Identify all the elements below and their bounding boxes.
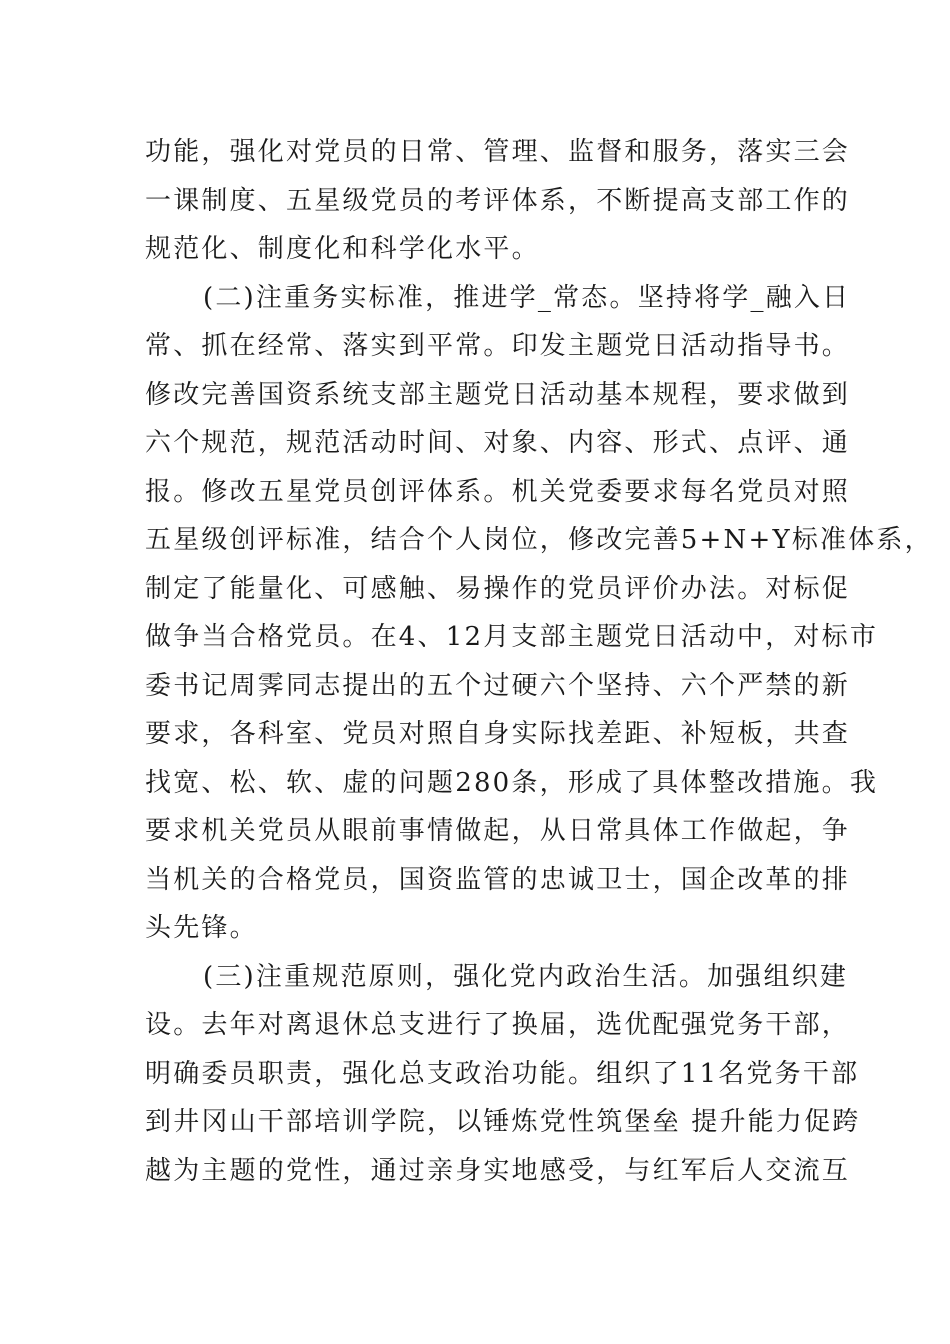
- section-heading-line: (二)注重务实标准，推进学_常态。坚持将学_融入日: [203, 282, 851, 313]
- text-line: 常、抓在经常、落实到平常。印发主题党日活动指导书。: [145, 331, 851, 361]
- text-line: 头先锋。: [145, 913, 258, 943]
- text-line: 到井冈山干部培训学院，以锤炼党性筑堡垒 提升能力促跨: [145, 1107, 861, 1137]
- text-line: 要求机关党员从眼前事情做起，从日常具体工作做起，争: [145, 816, 851, 846]
- text-line: 做争当合格党员。在4、12月支部主题党日活动中，对标市: [145, 622, 879, 652]
- text-line: 明确委员职责，强化总支政治功能。组织了11名党务干部: [145, 1058, 860, 1089]
- text-line: 报。修改五星党员创评体系。机关党委要求每名党员对照: [145, 476, 851, 507]
- text-line: 功能，强化对党员的日常、管理、监督和服务，落实三会: [145, 137, 851, 167]
- text-line: 规范化、制度化和科学化水平。: [145, 234, 540, 264]
- text-line: 委书记周霁同志提出的五个过硬六个坚持、六个严禁的新: [145, 670, 851, 701]
- text-line: 一课制度、五星级党员的考评体系，不断提高支部工作的: [145, 185, 851, 216]
- text-line: 六个规范，规范活动时间、对象、内容、形式、点评、通: [145, 428, 851, 458]
- text-line: 制定了能量化、可感触、易操作的党员评价办法。对标促: [145, 573, 851, 604]
- body-text: [145, 128, 933, 1195]
- text-line: 修改完善国资系统支部主题党日活动基本规程，要求做到: [145, 379, 851, 410]
- text-line: 当机关的合格党员，国资监管的忠诚卫士，国企改革的排: [145, 864, 851, 895]
- text-line: 要求，各科室、党员对照自身实际找差距、补短板，共查: [145, 719, 851, 749]
- text-line: 找宽、松、软、虚的问题280条，形成了具体整改措施。我: [145, 767, 879, 798]
- text-line: 越为主题的党性，通过亲身实地感受，与红军后人交流互: [145, 1155, 851, 1186]
- section-heading-line: (三)注重规范原则，强化党内政治生活。加强组织建: [203, 961, 849, 992]
- text-line: 五星级创评标准，结合个人岗位，修改完善5+N+Y标准体系，: [145, 525, 933, 555]
- text-line: 设。去年对离退休总支进行了换届，选优配强党务干部，: [145, 1010, 851, 1040]
